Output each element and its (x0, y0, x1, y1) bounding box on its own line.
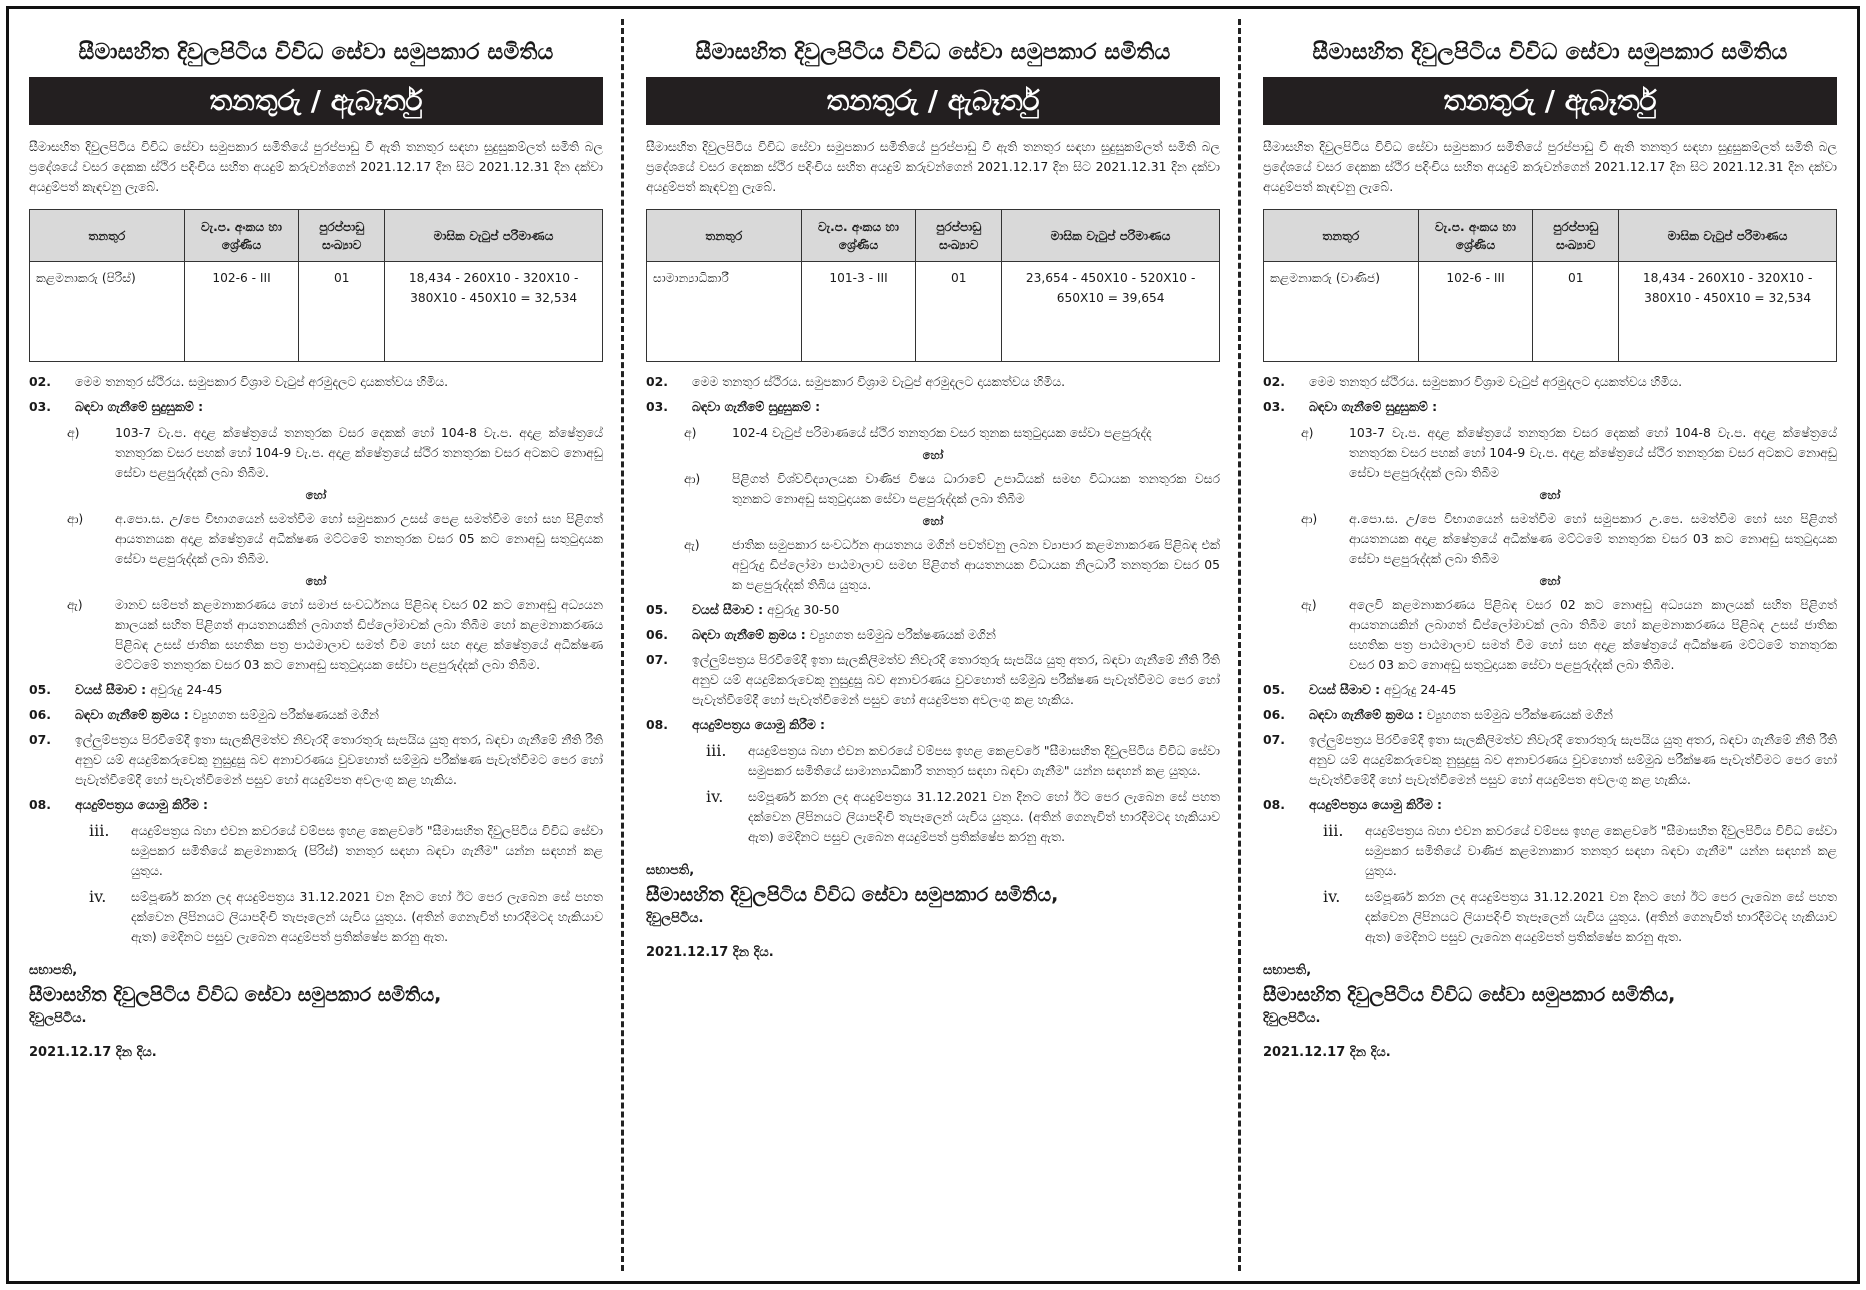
item-08 (29, 795, 603, 815)
or-separator: හෝ (305, 574, 327, 588)
method-value: ව්‍යුහගත සම්මුඛ පරීක්ෂණයක් මගින් (1426, 707, 1613, 722)
item-05 (29, 680, 603, 700)
item-text: මෙම තනතුර ස්ථිරය. සමුපකාර විශ්‍රාම වැටුප් අරමුදලට දායකත්වය හිමිය. (75, 374, 449, 389)
vacancies-banner: තනතුරු / ඇබෑර්තු (646, 77, 1220, 125)
qualification-label: අ) (67, 425, 80, 440)
qualifications-heading: බඳවා ගැනීමේ සුදුසුකම් : (1309, 399, 1438, 414)
submission-label: iii. (706, 741, 727, 760)
conditions-list (1263, 372, 1837, 947)
vacancy-column-1 (9, 9, 621, 1281)
submission-text: අයදුම්පත්‍රය බහා එවන කවරයේ වම්පස ඉහළ කෙළවරේ "සීමාසහිත දිවුලපිටිය විවිධ සේවා සමුපකර සමිතියේ කළමනාකරු (පිරිස්) තනතුර සඳහා බඳවා ගැනීම" යන්න සඳහන් කළ යුතුය. (131, 823, 603, 878)
issue-date: 2021.12.17 දින දිය. (646, 945, 774, 960)
signatory-place: දිවුලපිටිය. (1263, 1011, 1321, 1026)
qualification-a (29, 423, 603, 483)
signature-block (1263, 961, 1837, 1063)
item-text: මෙම තනතුර ස්ථිරය. සමුපකාර විශ්‍රාම වැටුප් අරමුදලට දායකත්වය හිමිය. (1309, 374, 1683, 389)
post-table (646, 209, 1220, 362)
qualification-label: අ) (684, 425, 697, 440)
intro-paragraph: සීමාසහිත දිවුලපිටිය විවිධ සේවා සමුපකාර සමිතියේ පුරප්පාඩු වී ඇති තනතුර සඳහා සුදුසුකම්ලත් සමිති බල ප්‍රදේශයේ වසර දෙකක ස්ථිර පදිංචිය සහිත අයදුම් කරුවන්ගෙන් 2021.12.17 දින සිට 2021.12.31 දින දක්වා අයදුම්පත් කැඳවනු ලැබේ. (646, 139, 1220, 194)
cell-vacancies: 01 (299, 262, 385, 362)
header-salary-scale: මාසික වැටුප් පරිමාණය (385, 210, 603, 262)
age-value: අවුරුදු 24-45 (1384, 682, 1457, 697)
qualification-b (646, 469, 1220, 509)
item-number: 02. (29, 374, 51, 389)
method-label: බඳවා ගැනීමේ ක්‍රමය : (75, 707, 189, 722)
signature-block (29, 961, 603, 1063)
item-text: ඉල්ලුම්පත්‍රය පිරවීමේදී ඉතා සැලකිලිමත්ව නිවැරදි තොරතුරු සැපයිය යුතු අතර, බඳවා ගැනීමේ නීති රීති අනුව යම් අයදුම්කරුවෙකු නුසුදුසු බව අනාවරණය වුවහොත් සම්මුඛ පරීක්ෂණ පැවැත්වීමට පෙර හෝ පැවැත්වීමේදී හෝ පැවැත්වීමෙන් පසුව හෝ අයදුම්පත අවලංගු කළ හැකිය. (75, 732, 603, 787)
signatory-organisation: සීමාසහිත දිවුලපිටිය විවිධ සේවා සමුපකාර සමිතිය, (1263, 984, 1676, 1006)
method-value: ව්‍යුහගත සම්මුඛ පරීක්ෂණයක් මගින් (192, 707, 379, 722)
qualification-label: ඇ) (1301, 597, 1317, 612)
item-03 (29, 397, 603, 417)
age-label: වයස් සීමාව : (692, 602, 764, 617)
signature-block (646, 861, 1220, 963)
cell-vacancies: 01 (916, 262, 1002, 362)
item-07 (1263, 730, 1837, 790)
or-separator: හෝ (1539, 574, 1561, 588)
signatory-place: දිවුලපිටිය. (29, 1011, 87, 1026)
issue-date: 2021.12.17 දින දිය. (29, 1045, 157, 1060)
age-value: අවුරුදු 24-45 (150, 682, 223, 697)
submission-text: අයදුම්පත්‍රය බහා එවන කවරයේ වම්පස ඉහළ කෙළවරේ "සීමාසහිත දිවුලපිටිය විවිධ සේවා සමුපකර සමිතියේ වාණිජ කළමනාකාර තනතුර සඳහා බඳවා ගැනීම" යන්න සඳහන් කළ යුතුය. (1365, 823, 1837, 878)
qualification-text: අ.පො.ස. උ/පෙ විභාගයෙන් සමත්වීම හෝ සමුපකාර උ.පෙ. සමත්වීම හෝ සහ පිළිගත් ආයතනයක අදාළ ක්ෂේත්‍රයේ අධීක්ෂණ මට්ටමේ තනතුරක වසර 03 කට නොඅඩු සතුටුදායක සේවා පළපුරුද්දක් ලබා තිබීම (1349, 511, 1837, 566)
signatory-organisation: සීමාසහිත දිවුලපිටිය විවිධ සේවා සමුපකාර සමිතිය, (646, 884, 1059, 906)
signatory-role: සභාපති, (1263, 963, 1312, 978)
submission-iii (29, 821, 603, 881)
item-number: 06. (1263, 707, 1285, 722)
header-vacancies: පුරප්පාඩු සංඛ්‍යාව (299, 210, 385, 262)
vacancy-column-2 (626, 9, 1238, 1281)
post-table (29, 209, 603, 362)
submission-label: iv. (706, 787, 724, 806)
submission-iii (646, 741, 1220, 781)
item-number: 03. (29, 399, 51, 414)
qualification-c (646, 535, 1220, 595)
signatory-organisation: සීමාසහිත දිවුලපිටිය විවිධ සේවා සමුපකාර සමිතිය, (29, 984, 442, 1006)
society-title: සීමාසහිත දිවුලපිටිය විවිධ සේවා සමුපකාර සමිතිය (78, 40, 554, 65)
qualification-b (29, 509, 603, 569)
qualifications-heading: බඳවා ගැනීමේ සුදුසුකම් : (75, 399, 204, 414)
submission-iv (29, 887, 603, 947)
signatory-role: සභාපති, (646, 863, 695, 878)
header-salary-scale: මාසික වැටුප් පරිමාණය (1619, 210, 1837, 262)
item-number: 05. (646, 602, 668, 617)
table-row (30, 262, 603, 362)
header-post: තනතුර (647, 210, 802, 262)
header-post: තනතුර (1264, 210, 1419, 262)
conditions-list (646, 372, 1220, 847)
or-separator: හෝ (305, 488, 327, 502)
qualification-b (1263, 509, 1837, 569)
item-text: ඉල්ලුම්පත්‍රය පිරවීමේදී ඉතා සැලකිලිමත්ව නිවැරදි තොරතුරු සැපයිය යුතු අතර, බඳවා ගැනීමේ නීති රීති අනුව යම් අයදුම්කරුවෙකු නුසුදුසු බව අනාවරණය වුවහොත් සම්මුඛ පරීක්ෂණ පැවැත්වීමට පෙර හෝ පැවැත්වීමේදී හෝ පැවැත්වීමෙන් පසුව හෝ අයදුම්පත අවලංගු කළ හැකිය. (1309, 732, 1837, 787)
age-label: වයස් සීමාව : (1309, 682, 1381, 697)
method-value: ව්‍යුහගත සම්මුඛ පරීක්ෂණයක් මගින් (809, 627, 996, 642)
vacancies-banner: තනතුරු / ඇබෑර්තු (29, 77, 603, 125)
qualification-label: අ) (1301, 425, 1314, 440)
qualification-c (29, 595, 603, 675)
qualification-text: පිළිගත් විශ්වවිද්‍යාලයක වාණිජ විෂය ධාරාවේ උපාධියක් සමඟ විධායක තනතුරක වසර තුනකට නොඅඩු සතුටුදායක සේවා පළපුරුද්දක් ලබා තිබීම (732, 471, 1220, 506)
society-title: සීමාසහිත දිවුලපිටිය විවිධ සේවා සමුපකාර සමිතිය (695, 40, 1171, 65)
item-number: 05. (1263, 682, 1285, 697)
item-03 (646, 397, 1220, 417)
table-row (1264, 262, 1837, 362)
item-02 (29, 372, 603, 392)
qualification-text: 103-7 වැ.ප. අදාළ ක්ෂේත්‍රයේ තනතුරක වසර දෙකක් හෝ 104-8 වැ.ප. අදාළ ක්ෂේත්‍රයේ තනතුරක වසර පහක් හෝ 104-9 වැ.ප. අදාළ ක්ෂේත්‍රයේ ස්ථිර තනතුරක වසර අටකට නොඅඩු සේවා පළපුරුද්දක් ලබා තිබීම. (115, 425, 603, 480)
age-value: අවුරුදු 30-50 (767, 602, 840, 617)
column-divider (621, 19, 624, 1271)
cell-vacancies: 01 (1533, 262, 1619, 362)
method-label: බඳවා ගැනීමේ ක්‍රමය : (1309, 707, 1423, 722)
or-separator: හෝ (1539, 488, 1561, 502)
qualification-text: 102-4 වැටුප් පරිමාණයේ ස්ථිර තනතුරක වසර තුනක සතුටුදායක සේවා පළපුරුද්ද (732, 425, 1152, 440)
signatory-place: දිවුලපිටිය. (646, 911, 704, 926)
item-02 (1263, 372, 1837, 392)
qualification-text: 103-7 වැ.ප. අදාළ ක්ෂේත්‍රයේ තනතුරක වසර දෙකක් හෝ 104-8 වැ.ප. අදාළ ක්ෂේත්‍රයේ තනතුරක වසර පහක් හෝ 104-9 වැ.ප. අදාළ ක්ෂේත්‍රයේ ස්ථිර තනතුරක වසර අටකට නොඅඩු සේවා පළපුරුද්දක් ලබා තිබීම (1349, 425, 1837, 480)
header-salary-scale: මාසික වැටුප් පරිමාණය (1002, 210, 1220, 262)
item-text: මෙම තනතුර ස්ථිරය. සමුපකාර විශ්‍රාම වැටුප් අරමුදලට දායකත්වය හිමිය. (692, 374, 1066, 389)
item-05 (1263, 680, 1837, 700)
item-number: 08. (29, 797, 51, 812)
submission-label: iii. (1323, 821, 1344, 840)
item-06 (646, 625, 1220, 645)
submission-text: සම්පූර්ණ කරන ලද අයදුම්පත්‍රය 31.12.2021 වන දිනට හෝ ඊට පෙර ලැබෙන සේ පහත දක්වෙන ලිපිනයට ලියාපදිංචි තැපෑලෙන් යැවිය යුතුය. (අතින් ගෙනැවිත් භාරදීමටද හැකියාව ඇත) මෙදිනට පසුව ලැබෙන අයදුම්පත් ප්‍රතික්ෂේප කරනු ඇත. (131, 889, 603, 944)
cell-salary-code: 101-3 - III (801, 262, 916, 362)
header-vacancies: පුරප්පාඩු සංඛ්‍යාව (916, 210, 1002, 262)
submission-label: iv. (89, 887, 107, 906)
signatory-role: සභාපති, (29, 963, 78, 978)
item-number: 07. (29, 732, 51, 747)
item-03 (1263, 397, 1837, 417)
qualification-label: ඇ) (684, 537, 700, 552)
submission-heading: අයදුම්පත්‍රය යොමු කිරීම : (692, 717, 825, 732)
submission-text: අයදුම්පත්‍රය බහා එවන කවරයේ වම්පස ඉහළ කෙළවරේ "සීමාසහිත දිවුලපිටිය විවිධ සේවා සමුපකර සමිතියේ සාමාන්‍යාධිකාරී තනතුර සඳහා බඳවා ගැනීම" යන්න සඳහන් කළ යුතුය. (748, 743, 1220, 778)
qualification-a (1263, 423, 1837, 483)
item-06 (29, 705, 603, 725)
qualification-label: ආ) (684, 471, 701, 486)
item-05 (646, 600, 1220, 620)
column-divider (1238, 19, 1241, 1271)
header-salary-code: වැ.ප. අංකය හා ශ්‍රේණිය (801, 210, 916, 262)
item-text: ඉල්ලුම්පත්‍රය පිරවීමේදී ඉතා සැලකිලිමත්ව නිවැරදි තොරතුරු සැපයිය යුතු අතර, බඳවා ගැනීමේ නීති රීති අනුව යම් අයදුම්කරුවෙකු නුසුදුසු බව අනාවරණය වුවහොත් සම්මුඛ පරීක්ෂණ පැවැත්වීමට පෙර හෝ පැවැත්වීමේදී හෝ පැවැත්වීමෙන් පසුව හෝ අයදුම්පත අවලංගු කළ හැකිය. (692, 652, 1220, 707)
advertisement-page (6, 6, 1860, 1284)
conditions-list (29, 372, 603, 947)
cell-post: සාමාන්‍යාධිකාරී (647, 262, 802, 362)
qualification-label: ආ) (1301, 511, 1318, 526)
qualification-c (1263, 595, 1837, 675)
post-table (1263, 209, 1837, 362)
submission-label: iv. (1323, 887, 1341, 906)
header-post: තනතුර (30, 210, 185, 262)
vacancies-banner: තනතුරු / ඇබෑර්තු (1263, 77, 1837, 125)
item-number: 06. (29, 707, 51, 722)
intro-paragraph: සීමාසහිත දිවුලපිටිය විවිධ සේවා සමුපකාර සමිතියේ පුරප්පාඩු වී ඇති තනතුර සඳහා සුදුසුකම්ලත් සමිති බල ප්‍රදේශයේ වසර දෙකක ස්ථිර පදිංචිය සහිත අයදුම් කරුවන්ගෙන් 2021.12.17 දින සිට 2021.12.31 දින දක්වා අයදුම්පත් කැඳවනු ලැබේ. (29, 139, 603, 194)
item-number: 08. (1263, 797, 1285, 812)
item-number: 02. (1263, 374, 1285, 389)
cell-post: කළමනාකරු (පිරිස්) (30, 262, 185, 362)
item-number: 08. (646, 717, 668, 732)
cell-salary-scale: 18,434 - 260X10 - 320X10 - 380X10 - 450X10 = 32,534 (385, 262, 603, 362)
item-number: 07. (1263, 732, 1285, 747)
item-number: 06. (646, 627, 668, 642)
item-07 (646, 650, 1220, 710)
submission-text: සම්පූර්ණ කරන ලද අයදුම්පත්‍රය 31.12.2021 වන දිනට හෝ ඊට පෙර ලැබෙන සේ පහත දක්වෙන ලිපිනයට ලියාපදිංචි තැපෑලෙන් යැවිය යුතුය. (අතින් ගෙනැවිත් භාරදීමටද හැකියාව ඇත) මෙදිනට පසුව ලැබෙන අයදුම්පත් ප්‍රතික්ෂේප කරනු ඇත. (748, 789, 1220, 844)
qualifications-heading: බඳවා ගැනීමේ සුදුසුකම් : (692, 399, 821, 414)
qualification-text: මානව සම්පත් කළමනාකරණය හෝ සමාජ සංවර්ධනය පිළිබඳ වසර 02 කට නොඅඩු අධ්‍යයන කාලයක් සහිත පිළිගත් ආයතනයකින් ලබාගත් ඩිප්ලෝමාවක් ලබා තිබීම හෝ කළමනාකරණය පිළිබඳ උසස් ජාතික සහතික පත්‍ර පාඨමාලාව සමත් වීම හෝ සහ අදාළ ක්ෂේත්‍රයේ අධීක්ෂණ මට්ටමේ තනතුරක වසර 03 කට නොඅඩු සතුටුදායක සේවා පළපුරුද්දක් ලබා තිබීම. (115, 597, 603, 672)
method-label: බඳවා ගැනීමේ ක්‍රමය : (692, 627, 806, 642)
cell-salary-scale: 18,434 - 260X10 - 320X10 - 380X10 - 450X10 = 32,534 (1619, 262, 1837, 362)
issue-date: 2021.12.17 දින දිය. (1263, 1045, 1391, 1060)
intro-paragraph: සීමාසහිත දිවුලපිටිය විවිධ සේවා සමුපකාර සමිතියේ පුරප්පාඩු වී ඇති තනතුර සඳහා සුදුසුකම්ලත් සමිති බල ප්‍රදේශයේ වසර දෙකක ස්ථිර පදිංචිය සහිත අයදුම් කරුවන්ගෙන් 2021.12.17 දින සිට 2021.12.31 දින දක්වා අයදුම්පත් කැඳවනු ලැබේ. (1263, 139, 1837, 194)
item-02 (646, 372, 1220, 392)
qualification-label: ආ) (67, 511, 84, 526)
submission-iv (646, 787, 1220, 847)
submission-iv (1263, 887, 1837, 947)
vacancy-column-3 (1243, 9, 1855, 1281)
submission-label: iii. (89, 821, 110, 840)
or-separator: හෝ (922, 448, 944, 462)
cell-salary-code: 102-6 - III (1418, 262, 1533, 362)
header-vacancies: පුරප්පාඩු සංඛ්‍යාව (1533, 210, 1619, 262)
item-number: 03. (1263, 399, 1285, 414)
qualification-a (646, 423, 1220, 443)
item-08 (646, 715, 1220, 735)
item-06 (1263, 705, 1837, 725)
item-number: 03. (646, 399, 668, 414)
header-salary-code: වැ.ප. අංකය හා ශ්‍රේණිය (1418, 210, 1533, 262)
item-number: 02. (646, 374, 668, 389)
qualification-text: ජාතික සමුපකාර සංවර්ධන ආයතනය මගින් පවත්වනු ලබන ව්‍යාපාර කළමනාකරණ පිළිබඳ එක් අවුරුදු ඩිප්ලෝමා පාඨමාලාව සමඟ පිළිගත් ආයතනයක විධායක නිලධාරී තනතුරක වසර 05 ක පළපුරුද්දක් තිබිය යුතුය. (732, 537, 1220, 592)
submission-iii (1263, 821, 1837, 881)
qualification-text: අ.පො.ස. උ/පෙ විභාගයෙන් සමත්වීම හෝ සමුපකාර උසස් පෙළ සමත්වීම හෝ සහ පිළිගත් ආයතනයක අදාළ ක්ෂේත්‍රයේ අධීක්ෂණ මට්ටමේ තනතුරක වසර 05 කට නොඅඩු සතුටුදායක සේවා පළපුරුද්දක් ලබා තිබීම. (115, 511, 603, 566)
item-number: 07. (646, 652, 668, 667)
item-08 (1263, 795, 1837, 815)
item-07 (29, 730, 603, 790)
or-separator: හෝ (922, 514, 944, 528)
cell-salary-scale: 23,654 - 450X10 - 520X10 - 650X10 = 39,654 (1002, 262, 1220, 362)
submission-heading: අයදුම්පත්‍රය යොමු කිරීම : (75, 797, 208, 812)
society-title: සීමාසහිත දිවුලපිටිය විවිධ සේවා සමුපකාර සමිතිය (1312, 40, 1788, 65)
submission-text: සම්පූර්ණ කරන ලද අයදුම්පත්‍රය 31.12.2021 වන දිනට හෝ ඊට පෙර ලැබෙන සේ පහත දක්වෙන ලිපිනයට ලියාපදිංචි තැපෑලෙන් යැවිය යුතුය. (අතින් ගෙනැවිත් භාරදීමටද හැකියාව ඇත) මෙදිනට පසුව ලැබෙන අයදුම්පත් ප්‍රතික්ෂේප කරනු ඇත. (1365, 889, 1837, 944)
age-label: වයස් සීමාව : (75, 682, 147, 697)
cell-post: කළමනාකරු (වාණිජ) (1264, 262, 1419, 362)
qualification-label: ඇ) (67, 597, 83, 612)
cell-salary-code: 102-6 - III (184, 262, 299, 362)
submission-heading: අයදුම්පත්‍රය යොමු කිරීම : (1309, 797, 1442, 812)
header-salary-code: වැ.ප. අංකය හා ශ්‍රේණිය (184, 210, 299, 262)
item-number: 05. (29, 682, 51, 697)
table-row (647, 262, 1220, 362)
qualification-text: අලෙවි කළමනාකරණය පිළිබඳ වසර 02 කට නොඅඩු අධ්‍යයන කාලයක් සහිත පිළිගත් ආයතනයකින් ලබාගත් ඩිප්ලෝමාවක් ලබා තිබීම හෝ කළමනාකරණය පිළිබඳ උසස් ජාතික සහතික පත්‍ර පාඨමාලාව සමත් වීම හෝ සහ අදාළ ක්ෂේත්‍රයේ අධීක්ෂණ මට්ටමේ තනතුරක වසර 03 කට නොඅඩු සතුටුදායක සේවා පළපුරුද්දක් ලබා තිබීම. (1349, 597, 1837, 672)
